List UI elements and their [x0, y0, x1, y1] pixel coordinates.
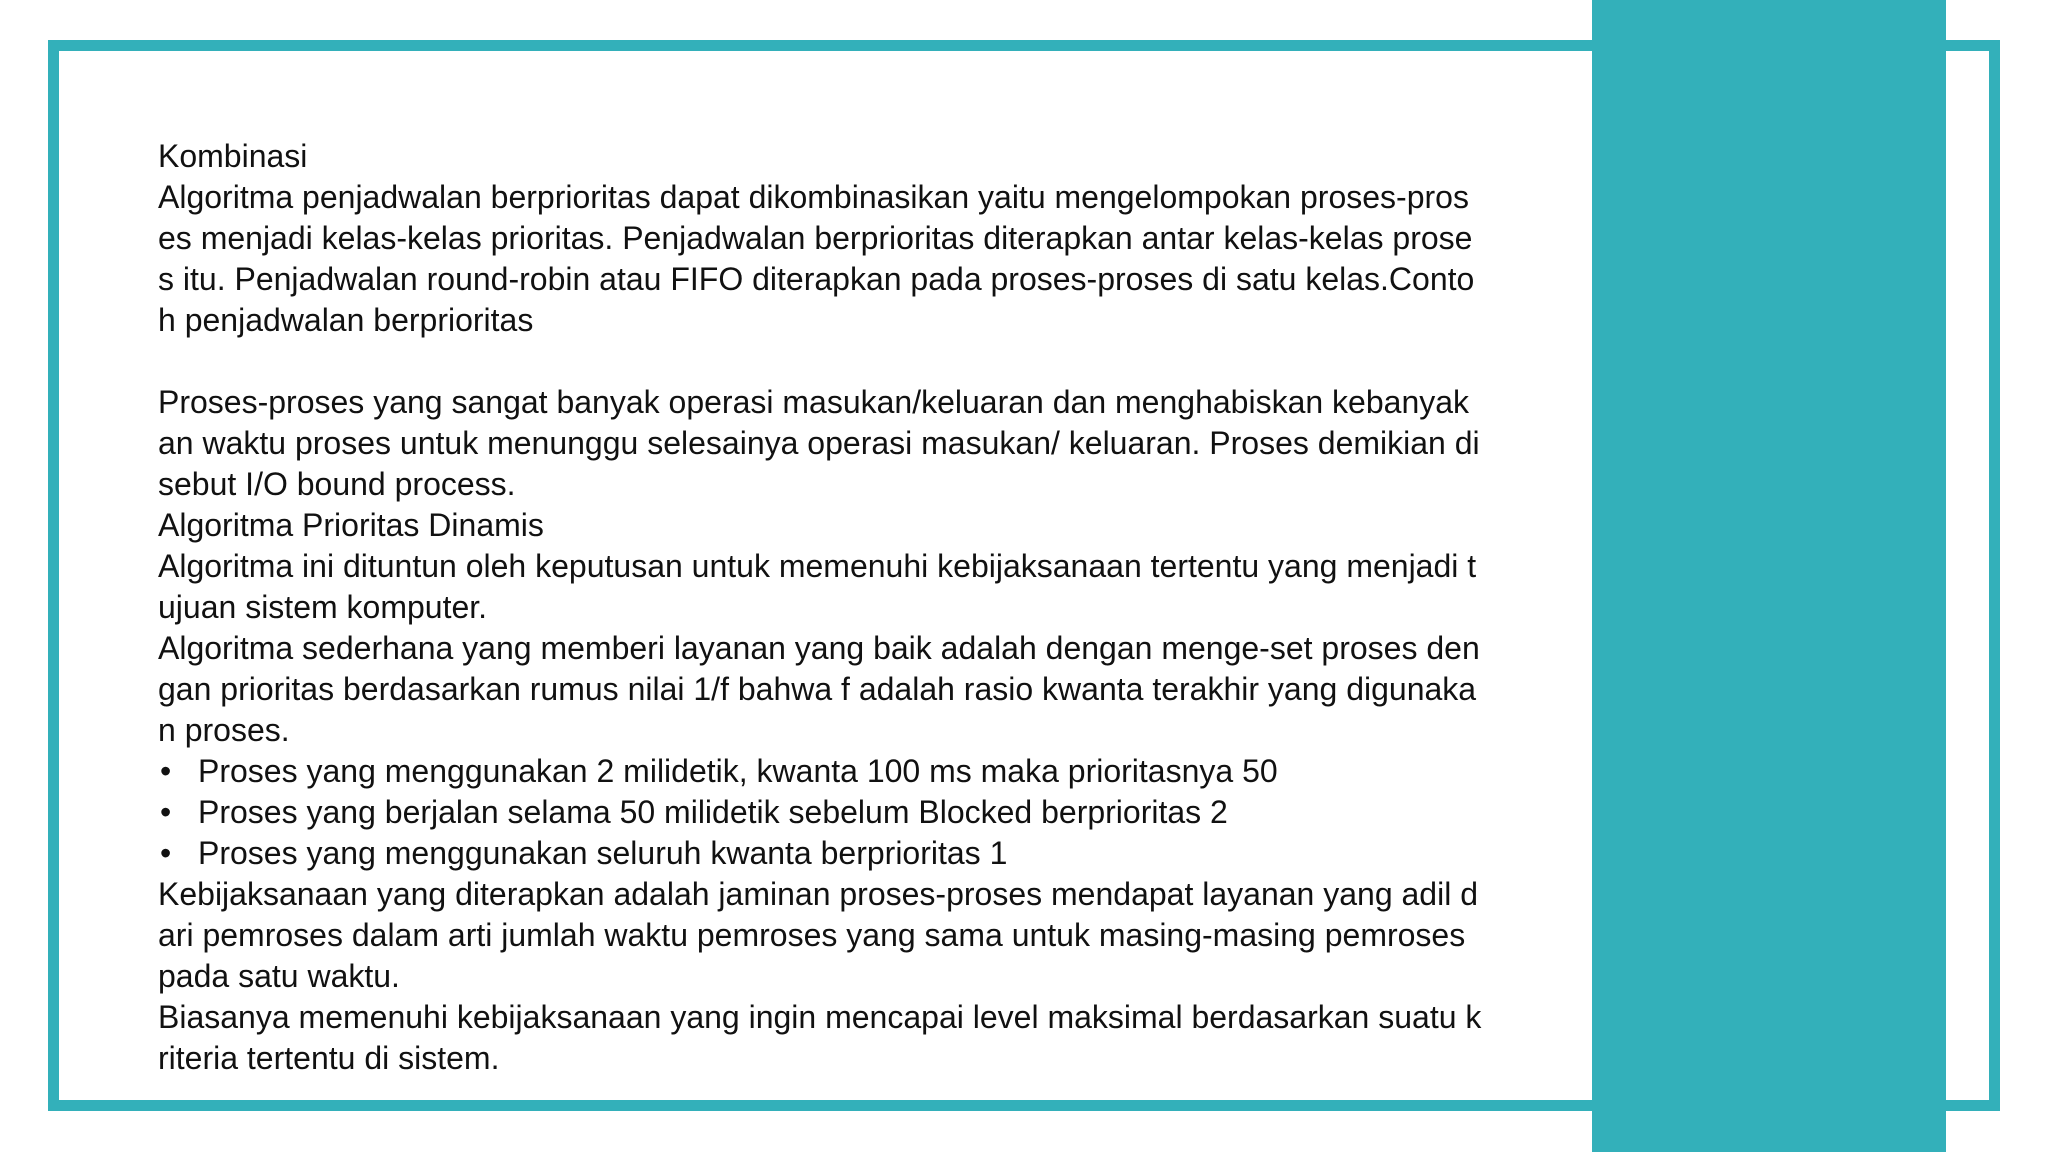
heading-kombinasi: Kombinasi	[158, 138, 308, 174]
bullet-item	[158, 833, 1578, 874]
text-line: sebut I/O bound process.	[158, 466, 516, 502]
slide-body-text	[158, 136, 1578, 1079]
text-line: Biasanya memenuhi kebijaksanaan yang ingin mencapai level maksimal berdasarkan suatu k	[158, 999, 1482, 1035]
text-line: h penjadwalan berprioritas	[158, 302, 534, 338]
text-line: s itu. Penjadwalan round-robin atau FIFO diterapkan pada proses-proses di satu kelas.Conto	[158, 261, 1475, 297]
bullet-text: Proses yang menggunakan seluruh kwanta berprioritas 1	[198, 835, 1008, 871]
text-line: Algoritma sederhana yang memberi layanan yang baik adalah dengan menge-set proses den	[158, 630, 1480, 666]
text-line: es menjadi kelas-kelas prioritas. Penjadwalan berprioritas diterapkan antar kelas-kelas prose	[158, 220, 1473, 256]
bullet-icon: •	[160, 835, 172, 871]
text-line: riteria tertentu di sistem.	[158, 1040, 500, 1076]
blank-line	[158, 341, 1578, 382]
text-line: Kebijaksanaan yang diterapkan adalah jaminan proses-proses mendapat layanan yang adil d	[158, 876, 1478, 912]
text-line: ujuan sistem komputer.	[158, 589, 488, 625]
accent-bar	[1592, 0, 1946, 1152]
text-line: Algoritma ini dituntun oleh keputusan untuk memenuhi kebijaksanaan tertentu yang menjadi t	[158, 548, 1477, 584]
heading-prioritas-dinamis: Algoritma Prioritas Dinamis	[158, 507, 544, 543]
bullet-icon: •	[160, 794, 172, 830]
bullet-item	[158, 792, 1578, 833]
bullet-text: Proses yang berjalan selama 50 milidetik sebelum Blocked berprioritas 2	[198, 794, 1228, 830]
text-line: Algoritma penjadwalan berprioritas dapat dikombinasikan yaitu mengelompokan proses-pros	[158, 179, 1469, 215]
bullet-item	[158, 751, 1578, 792]
text-line: n proses.	[158, 712, 290, 748]
text-line: Proses-proses yang sangat banyak operasi masukan/keluaran dan menghabiskan kebanyak	[158, 384, 1470, 420]
text-line: gan prioritas berdasarkan rumus nilai 1/f bahwa f adalah rasio kwanta terakhir yang digunaka	[158, 671, 1477, 707]
bullet-icon: •	[160, 753, 172, 789]
text-line: pada satu waktu.	[158, 958, 400, 994]
text-line: an waktu proses untuk menunggu selesainya operasi masukan/ keluaran. Proses demikian di	[158, 425, 1480, 461]
text-line: ari pemroses dalam arti jumlah waktu pemroses yang sama untuk masing-masing pemroses	[158, 917, 1466, 953]
bullet-text: Proses yang menggunakan 2 milidetik, kwanta 100 ms maka prioritasnya 50	[198, 753, 1278, 789]
